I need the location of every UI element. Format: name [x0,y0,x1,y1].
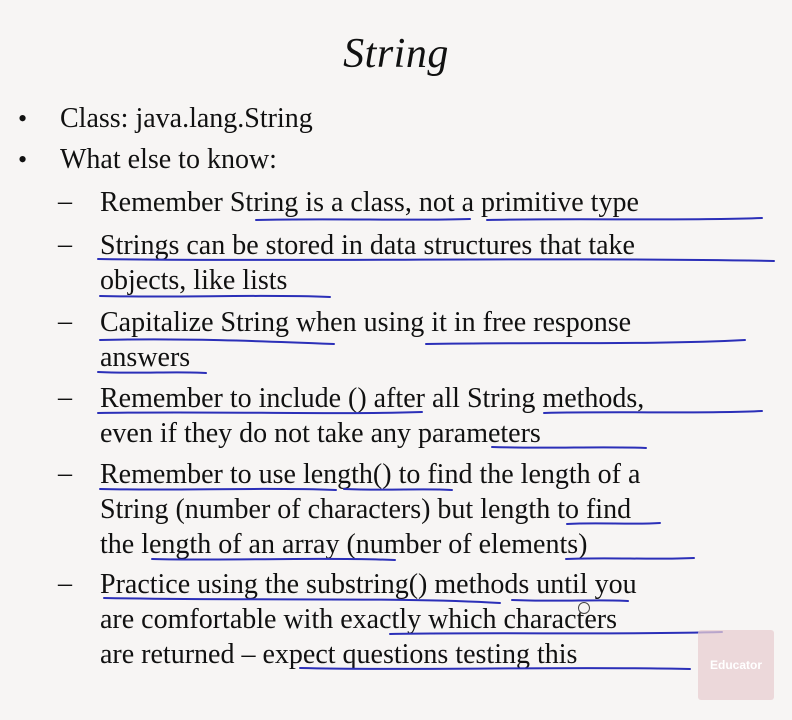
bullet-class: Class: java.lang.String [60,103,313,134]
slide-title: String [343,31,449,77]
sub-item-line: answers [100,342,191,373]
sub-item-line: Practice using the substring() methods until you [100,569,637,600]
dash-marker: – [58,186,72,217]
sub-item-line: are comfortable with exactly which characters [100,604,617,635]
dash-marker: – [58,382,72,413]
sub-item-line: Capitalize String when using it in free response [100,307,632,338]
bullet-marker: • [18,145,28,174]
dash-marker: – [58,306,72,337]
sub-item-line: objects, like lists [100,265,288,296]
sub-item-line: are returned – expect questions testing this [100,639,578,670]
sub-item-line: Remember to use length() to find the length of a [100,459,641,490]
sub-item-line: Remember String is a class, not a primitive type [100,187,639,218]
sub-item-line: Strings can be stored in data structures that take [100,230,635,261]
bullet-what-else: What else to know: [60,144,277,175]
dash-marker: – [58,229,72,260]
dash-marker: – [58,458,72,489]
sub-item-line: String (number of characters) but length to find [100,494,632,525]
sub-item-line: even if they do not take any parameters [100,418,541,449]
sub-item-line: Remember to include () after all String methods, [100,383,645,414]
bullet-marker: • [18,104,28,133]
dash-marker: – [58,568,72,599]
cursor-icon [578,602,590,614]
underline-stroke [426,340,745,344]
sub-item-line: the length of an array (number of elements) [100,529,588,560]
watermark-logo: Educator [698,630,774,700]
